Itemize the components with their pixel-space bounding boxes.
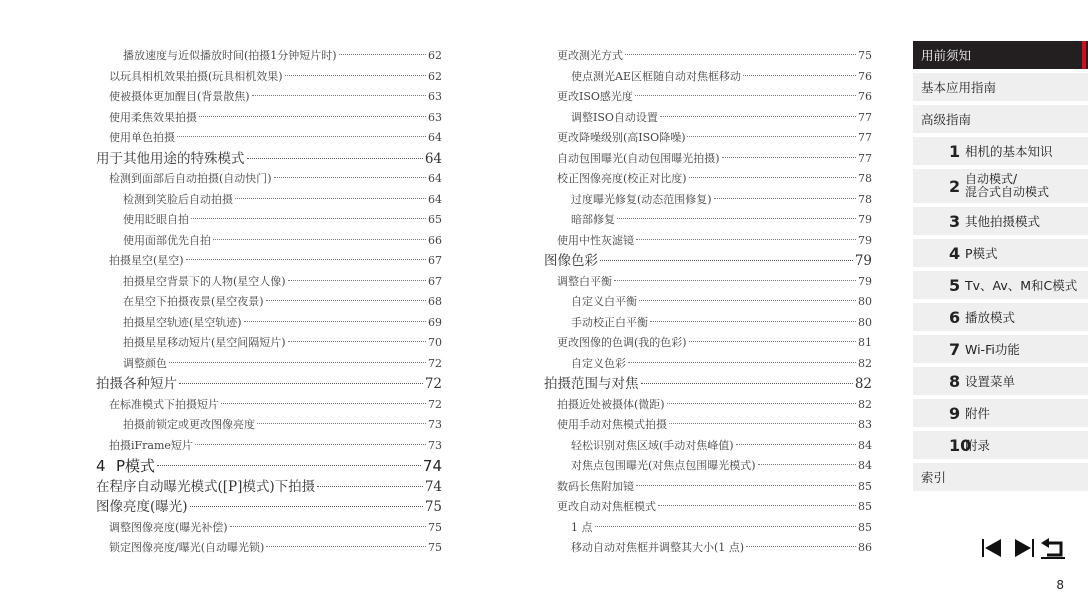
dot-leader (636, 239, 856, 240)
toc-entry-page: 72 (428, 356, 442, 370)
toc-entry-page: 82 (858, 356, 872, 370)
toc-entry-page: 69 (428, 315, 442, 329)
toc-entry-title: 使点测光AE区框随自动对焦框移动 (571, 69, 741, 83)
toc-entry-page: 75 (428, 541, 442, 554)
dot-leader (669, 423, 856, 424)
dot-leader (221, 403, 426, 404)
toc-entry[interactable] (96, 497, 442, 518)
toc-entry-page: 79 (858, 274, 872, 288)
dot-leader (191, 218, 426, 219)
toc-entry-page: 74 (422, 457, 442, 475)
toc-entry-title: 在星空下拍摄夜景(星空夜景) (123, 295, 264, 308)
toc-entry[interactable] (544, 538, 872, 559)
toc-entry-page: 74 (424, 478, 442, 495)
toc-entry-page: 72 (428, 397, 442, 411)
dot-leader (743, 75, 856, 76)
toc-entry-page: 81 (858, 336, 872, 349)
toc-entry[interactable] (96, 538, 442, 559)
toc-entry-page: 64 (428, 172, 442, 185)
toc-entry-page: 83 (858, 418, 872, 431)
toc-entry-title: 在程序自动曝光模式([P]模式)下拍摄 (96, 478, 316, 495)
nav-item-label-line2: 混合式自动模式 (965, 185, 1050, 199)
toc-entry[interactable] (544, 190, 872, 211)
toc-entry[interactable] (96, 231, 442, 252)
toc-entry-title: 锁定图像亮度/曝光(自动曝光锁) (109, 541, 265, 554)
dot-leader (628, 362, 856, 363)
nav-item-label: 附件 (965, 406, 991, 421)
toc-entry[interactable] (96, 415, 442, 436)
dot-leader (687, 136, 856, 137)
toc-entry-title: 使用单色拍摄 (109, 131, 175, 144)
toc-entry[interactable] (544, 231, 872, 252)
dot-leader (625, 54, 856, 55)
toc-entry[interactable] (96, 149, 442, 170)
toc-entry[interactable] (544, 415, 872, 436)
dot-leader (169, 362, 426, 363)
dot-leader (746, 546, 856, 547)
toc-entry-page: 63 (428, 90, 442, 103)
dot-leader (235, 198, 426, 199)
toc-entry[interactable] (544, 497, 872, 518)
toc-entry-title: 拍摄星空轨迹(星空轨迹) (123, 315, 242, 329)
toc-entry[interactable] (96, 169, 442, 190)
toc-entry-title: 使用手动对焦模式拍摄 (557, 418, 667, 431)
toc-entry-title: 更改测光方式 (557, 49, 623, 62)
nav-item-label: 基本应用指南 (921, 80, 997, 95)
dot-leader (600, 260, 853, 261)
toc-entry-title: 校正图像亮度(校正对比度) (557, 172, 687, 185)
dot-leader (650, 321, 856, 322)
toc-entry[interactable] (544, 169, 872, 190)
nav-item-label: 附录 (965, 438, 991, 453)
nav-item-index[interactable] (913, 463, 1088, 491)
nav-item-label: P模式 (965, 246, 998, 261)
dot-leader (617, 218, 856, 219)
nav-item-label: Tv、Av、M和C模式 (965, 278, 1078, 293)
toc-entry-page: 76 (858, 69, 872, 83)
toc-entry-page: 67 (428, 274, 442, 288)
toc-entry[interactable] (544, 436, 872, 457)
toc-entry-page: 64 (428, 131, 442, 144)
toc-entry[interactable] (96, 108, 442, 129)
toc-entry-page: 66 (428, 233, 442, 247)
toc-entry-page: 85 (858, 520, 872, 534)
toc-entry[interactable] (544, 333, 872, 354)
toc-entry-title: 移动自动对焦框并调整其大小(1 点) (571, 541, 745, 554)
toc-entry-title: 手动校正白平衡 (571, 315, 648, 329)
toc-entry-title: 调整ISO自动设置 (571, 110, 658, 124)
nav-item-label: 索引 (921, 470, 947, 485)
toc-entry-page: 62 (428, 49, 442, 62)
nav-item-label: 播放模式 (965, 310, 1016, 325)
page-number: 8 (1056, 578, 1064, 592)
toc-entry-title: 检测到笑脸后自动拍摄 (123, 192, 233, 206)
dot-leader (660, 116, 856, 117)
dot-leader (288, 280, 426, 281)
toc-entry-title: P模式 (116, 457, 156, 475)
dot-leader (288, 341, 426, 342)
toc-entry[interactable] (544, 46, 872, 67)
nav-item-label-wrap (965, 173, 1049, 199)
dot-leader (157, 465, 421, 466)
toc-entry[interactable] (544, 354, 872, 375)
toc-entry-title: 拍摄iFrame短片 (109, 438, 193, 452)
toc-entry[interactable] (96, 190, 442, 211)
nav-item-chapter[interactable] (913, 169, 1088, 203)
toc-entry-title: 使用眨眼自拍 (123, 213, 189, 226)
toc-entry-page: 86 (858, 541, 872, 554)
toc-entry-title: 拍摄范围与对焦 (544, 376, 639, 392)
chapter-number: 7 (949, 339, 961, 359)
nav-item-chapter[interactable] (913, 367, 1088, 395)
toc-entry[interactable] (96, 251, 442, 272)
nav-item-chapter[interactable] (913, 335, 1088, 363)
dot-leader (714, 198, 856, 199)
toc-entry-title: 拍摄前锁定或更改图像亮度 (123, 418, 255, 431)
chapter-number: 6 (949, 307, 961, 327)
toc-entry-title: 拍摄星空背景下的人物(星空人像) (123, 274, 286, 288)
dot-leader (195, 444, 426, 445)
toc-entry[interactable] (544, 518, 872, 539)
dot-leader (658, 505, 856, 506)
toc-entry-page: 79 (858, 213, 872, 226)
return-icon (1041, 537, 1065, 559)
nav-item-chapter[interactable] (913, 207, 1088, 235)
toc-entry-title: 图像色彩 (544, 253, 598, 269)
dot-leader (736, 444, 856, 445)
next-page-icon (1012, 537, 1034, 559)
nav-item-label-wrap (965, 436, 990, 454)
toc-entry-page: 73 (428, 418, 442, 431)
toc-entry-title: 检测到面部后自动拍摄(自动快门) (109, 172, 272, 185)
nav-item-label-wrap (965, 404, 990, 422)
toc-entry[interactable] (96, 395, 442, 416)
toc-entry[interactable] (96, 333, 442, 354)
chapter-number: 8 (949, 371, 961, 391)
toc-entry-page: 68 (428, 295, 442, 308)
prev-page-icon (982, 537, 1004, 559)
dot-leader (758, 464, 856, 465)
chapter-number: 9 (949, 403, 961, 423)
chapter-number: 10 (949, 435, 972, 455)
dot-leader (339, 54, 426, 55)
toc-entry-title: 1 点 (571, 520, 593, 534)
next-page-button[interactable] (1011, 536, 1035, 560)
chapter-number: 1 (949, 141, 961, 161)
toc-entry[interactable] (544, 456, 872, 477)
toc-entry-title: 调整颜色 (123, 356, 167, 370)
nav-item-section[interactable] (913, 105, 1088, 133)
toc-entry-title: 更改自动对焦框模式 (557, 500, 656, 513)
toc-entry-page: 64 (424, 150, 442, 167)
toc-entry-page: 70 (428, 336, 442, 349)
toc-entry[interactable] (544, 313, 872, 334)
toc-entry-page: 77 (858, 131, 872, 144)
toc-entry-page: 84 (858, 438, 872, 452)
nav-item-section[interactable] (913, 41, 1088, 69)
dot-leader (722, 157, 856, 158)
nav-item-chapter[interactable] (913, 137, 1088, 165)
dot-leader (266, 546, 426, 547)
toc-entry-title: 使用柔焦效果拍摄 (109, 110, 197, 124)
toc-entry-page: 80 (858, 295, 872, 308)
toc-entry-title: 对焦点包围曝光(对焦点包围曝光模式) (571, 459, 756, 472)
toc-entry-page: 72 (424, 376, 442, 392)
toc-entry-page: 77 (858, 151, 872, 165)
toc-entry-title: 自动包围曝光(自动包围曝光拍摄) (557, 151, 720, 165)
toc-entry-title: 拍摄星星移动短片(星空间隔短片) (123, 336, 286, 349)
toc-entry-title: 更改降噪级别(高ISO降噪) (557, 131, 686, 144)
toc-entry-title: 在标准模式下拍摄短片 (109, 397, 219, 411)
toc-entry[interactable] (96, 46, 442, 67)
toc-entry-page: 76 (858, 90, 872, 103)
dot-leader (266, 300, 426, 301)
toc-entry[interactable] (544, 128, 872, 149)
chapter-number: 2 (949, 176, 961, 196)
toc-entry-title: 调整图像亮度(曝光补偿) (109, 520, 228, 534)
toc-entry-title: 过度曝光修复(动态范围修复) (571, 192, 712, 206)
nav-item-chapter[interactable] (913, 303, 1088, 331)
nav-item-chapter[interactable] (913, 431, 1088, 459)
toc-entry-title: 拍摄近处被摄体(微距) (557, 397, 665, 411)
chapter-number: 3 (949, 211, 961, 231)
dot-leader (190, 506, 423, 507)
toc-entry-page: 63 (428, 110, 442, 124)
nav-item-label: Wi-Fi功能 (965, 342, 1020, 357)
toc-entry-title: 图像亮度(曝光) (96, 499, 188, 515)
toc-entry-page: 80 (858, 315, 872, 329)
dot-leader (230, 526, 426, 527)
nav-item-section[interactable] (913, 73, 1088, 101)
toc-entry-page: 77 (858, 110, 872, 124)
toc-entry[interactable] (544, 149, 872, 170)
toc-entry[interactable] (544, 87, 872, 108)
dot-leader (177, 136, 426, 137)
nav-item-label: 相机的基本知识 (965, 144, 1053, 159)
dot-leader (186, 259, 426, 260)
toc-entry-title: 更改图像的色调(我的色彩) (557, 336, 687, 349)
toc-entry[interactable] (544, 108, 872, 129)
toc-entry[interactable] (96, 67, 442, 88)
toc-column-middle (544, 46, 872, 559)
toc-entry[interactable] (544, 272, 872, 293)
nav-item-chapter[interactable] (913, 399, 1088, 427)
dot-leader (274, 177, 426, 178)
dot-leader (635, 95, 856, 96)
page-navigation (981, 536, 1065, 560)
toc-entry-title: 使用面部优先自拍 (123, 233, 211, 247)
dot-leader (213, 239, 426, 240)
nav-item-label: 高级指南 (921, 112, 972, 127)
toc-entry[interactable] (96, 456, 442, 477)
dot-leader (595, 526, 857, 527)
toc-entry-page: 75 (424, 499, 442, 515)
toc-entry-page: 85 (858, 500, 872, 513)
dot-leader (636, 485, 856, 486)
nav-item-chapter[interactable] (913, 271, 1088, 299)
toc-entry-page: 78 (858, 172, 872, 185)
toc-entry-page: 64 (428, 192, 442, 206)
toc-entry[interactable] (544, 67, 872, 88)
toc-entry-title: 播放速度与近似播放时间(拍摄1分钟短片时) (123, 49, 337, 62)
toc-entry-title: 更改ISO感光度 (557, 90, 633, 103)
toc-entry[interactable] (96, 128, 442, 149)
toc-entry[interactable] (544, 374, 872, 395)
toc-entry[interactable] (96, 272, 442, 293)
nav-item-label-wrap (965, 276, 1077, 294)
nav-item-label-wrap (965, 142, 1053, 160)
toc-entry-title: 暗部修复 (571, 213, 615, 226)
dot-leader (179, 383, 423, 384)
nav-item-label-wrap (965, 340, 1020, 358)
toc-entry-title: 以玩具相机效果拍摄(玩具相机效果) (109, 69, 283, 83)
nav-item-label: 设置菜单 (965, 374, 1016, 389)
toc-entry[interactable] (96, 518, 442, 539)
toc-column-left (96, 46, 442, 559)
toc-entry-page: 75 (428, 520, 442, 534)
toc-entry[interactable] (544, 477, 872, 498)
toc-entry[interactable] (96, 477, 442, 498)
toc-entry-title: 数码长焦附加镜 (557, 479, 634, 493)
toc-entry-title: 轻松识别对焦区域(手动对焦峰值) (571, 438, 734, 452)
toc-entry[interactable] (544, 251, 872, 272)
toc-entry[interactable] (96, 436, 442, 457)
nav-item-label: 其他拍摄模式 (965, 214, 1041, 229)
nav-item-label: 自动模式/ (965, 172, 1018, 186)
toc-entry-page: 62 (428, 69, 442, 83)
toc-entry[interactable] (544, 292, 872, 313)
dot-leader (252, 95, 426, 96)
return-button[interactable] (1041, 536, 1065, 560)
chapter-navigation (913, 41, 1088, 495)
toc-entry-page: 78 (858, 192, 872, 206)
toc-entry-page: 75 (858, 49, 872, 62)
chapter-number: 4 (96, 457, 106, 475)
nav-item-chapter[interactable] (913, 239, 1088, 267)
dot-leader (257, 423, 426, 424)
nav-item-label-wrap (965, 212, 1040, 230)
dot-leader (689, 177, 856, 178)
dot-leader (641, 383, 853, 384)
toc-entry[interactable] (96, 210, 442, 231)
toc-entry-page: 79 (858, 233, 872, 247)
toc-entry-page: 79 (854, 253, 872, 269)
toc-entry[interactable] (96, 87, 442, 108)
dot-leader (199, 116, 426, 117)
toc-entry[interactable] (96, 313, 442, 334)
toc-entry[interactable] (544, 395, 872, 416)
toc-entry-title: 自定义色彩 (571, 356, 626, 370)
toc-entry-page: 85 (858, 479, 872, 493)
nav-item-label-wrap (965, 372, 1015, 390)
toc-entry-title: 使用中性灰滤镜 (557, 233, 634, 247)
chapter-number: 5 (949, 275, 961, 295)
dot-leader (247, 158, 423, 159)
toc-entry-title: 调整白平衡 (557, 274, 612, 288)
nav-item-label-wrap (965, 244, 998, 262)
toc-entry-page: 65 (428, 213, 442, 226)
toc-entry[interactable] (96, 292, 442, 313)
dot-leader (689, 341, 856, 342)
dot-leader (244, 321, 426, 322)
dot-leader (639, 300, 856, 301)
prev-page-button[interactable] (981, 536, 1005, 560)
toc-entry-title: 拍摄星空(星空) (109, 254, 184, 267)
dot-leader (667, 403, 856, 404)
toc-entry-page: 84 (858, 459, 872, 472)
toc-entry[interactable] (96, 374, 442, 395)
toc-entry[interactable] (544, 210, 872, 231)
nav-item-label-wrap (965, 308, 1015, 326)
toc-entry-page: 82 (858, 397, 872, 411)
toc-entry-page: 67 (428, 254, 442, 267)
dot-leader (317, 486, 423, 487)
toc-entry-title: 拍摄各种短片 (96, 376, 177, 392)
chapter-number: 4 (949, 243, 961, 263)
toc-entry-title: 使被摄体更加醒目(背景散焦) (109, 90, 250, 103)
nav-item-label: 用前须知 (921, 48, 972, 63)
toc-entry-page: 73 (428, 438, 442, 452)
toc-entry-title: 用于其他用途的特殊模式 (96, 150, 245, 167)
toc-entry[interactable] (96, 354, 442, 375)
dot-leader (614, 280, 856, 281)
dot-leader (285, 75, 426, 76)
toc-entry-title: 自定义白平衡 (571, 295, 637, 308)
toc-entry-page: 82 (854, 376, 872, 392)
